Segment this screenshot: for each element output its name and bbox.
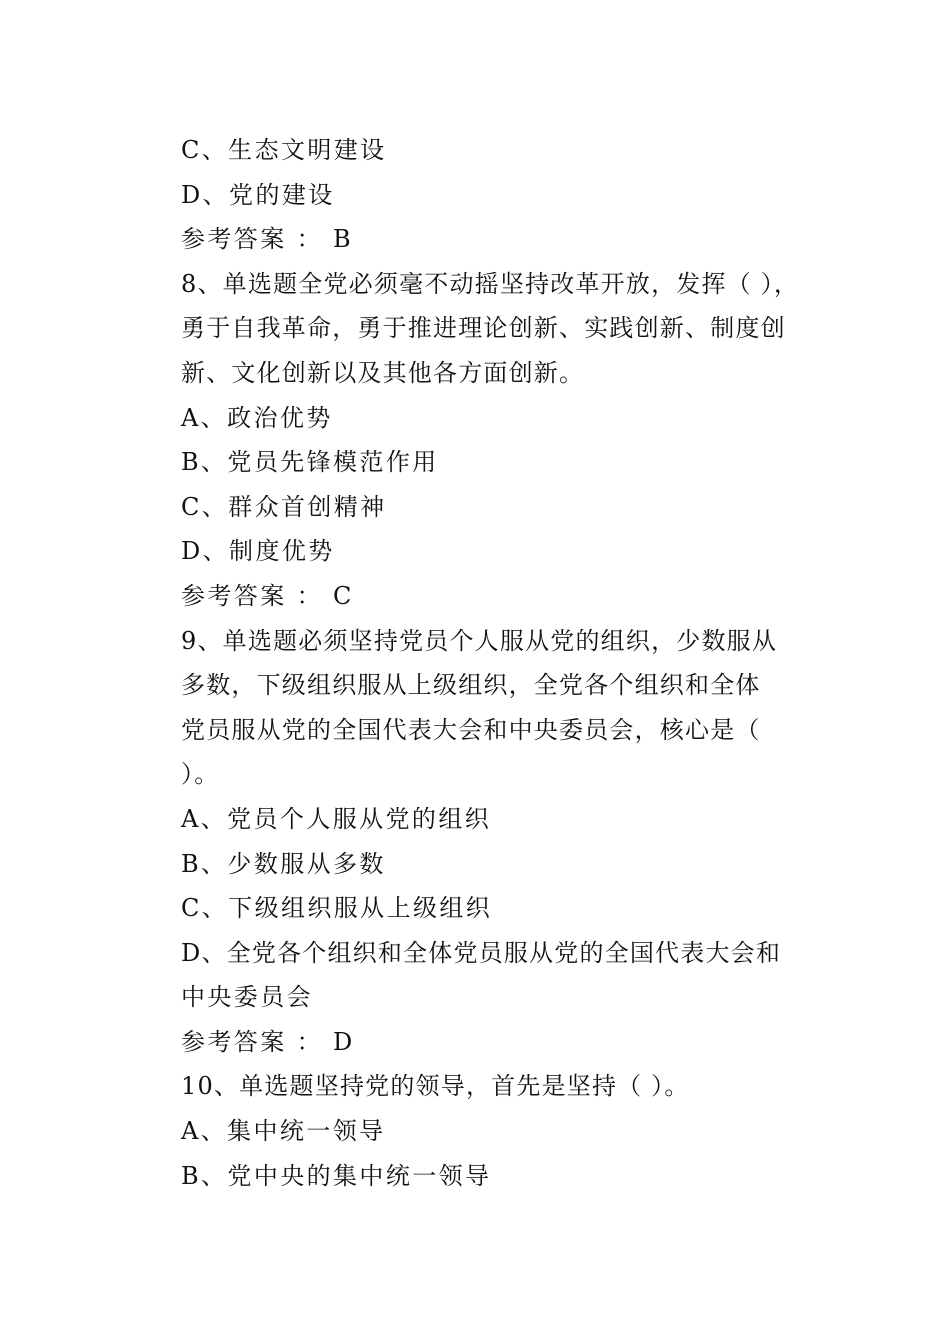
question-text-block — [181, 128, 800, 1198]
option-line: C、生态文明建设 — [181, 136, 387, 164]
question-stem-line: 勇于自我革命，勇于推进理论创新、实践创新、制度创 — [181, 314, 786, 343]
option-line: D、制度优势 — [181, 537, 335, 566]
question-stem-line: 8、单选题全党必须毫不动摇坚持改革开放，发挥（ ）， — [181, 269, 800, 298]
answer-line: 参考答案 ： B — [181, 225, 354, 254]
question-stem-line: 党员服从党的全国代表大会和中央委员会，核心是（ — [181, 715, 761, 744]
question-stem-line: 多数，下级组织服从上级组织，全党各个组织和全体 — [181, 671, 761, 700]
answer-line: 参考答案 ： D — [181, 1027, 355, 1056]
option-line: C、下级组织服从上级组织 — [181, 894, 493, 923]
option-line: A、政治优势 — [181, 403, 333, 432]
option-line: B、少数服从多数 — [181, 849, 386, 878]
question-stem-line: 9、单选题必须坚持党员个人服从党的组织，少数服从 — [181, 626, 778, 655]
question-stem-line: 10、单选题坚持党的领导，首先是坚持（ ）。 — [181, 1072, 690, 1101]
option-line: C、群众首创精神 — [181, 492, 387, 521]
option-line: 中央委员会 — [181, 983, 313, 1012]
question-stem-line: 新、文化创新以及其他各方面创新。 — [181, 358, 585, 387]
question-stem-line: ）。 — [181, 760, 220, 789]
option-line: D、党的建设 — [181, 180, 335, 209]
option-line: A、集中统一领导 — [181, 1117, 386, 1146]
option-line: D、全党各个组织和全体党员服从党的全国代表大会和 — [181, 938, 782, 967]
answer-line: 参考答案 ： C — [181, 581, 354, 610]
option-line: B、党员先锋模范作用 — [181, 448, 439, 477]
option-line: B、党中央的集中统一领导 — [181, 1161, 492, 1190]
option-line: A、党员个人服从党的组织 — [181, 804, 492, 833]
